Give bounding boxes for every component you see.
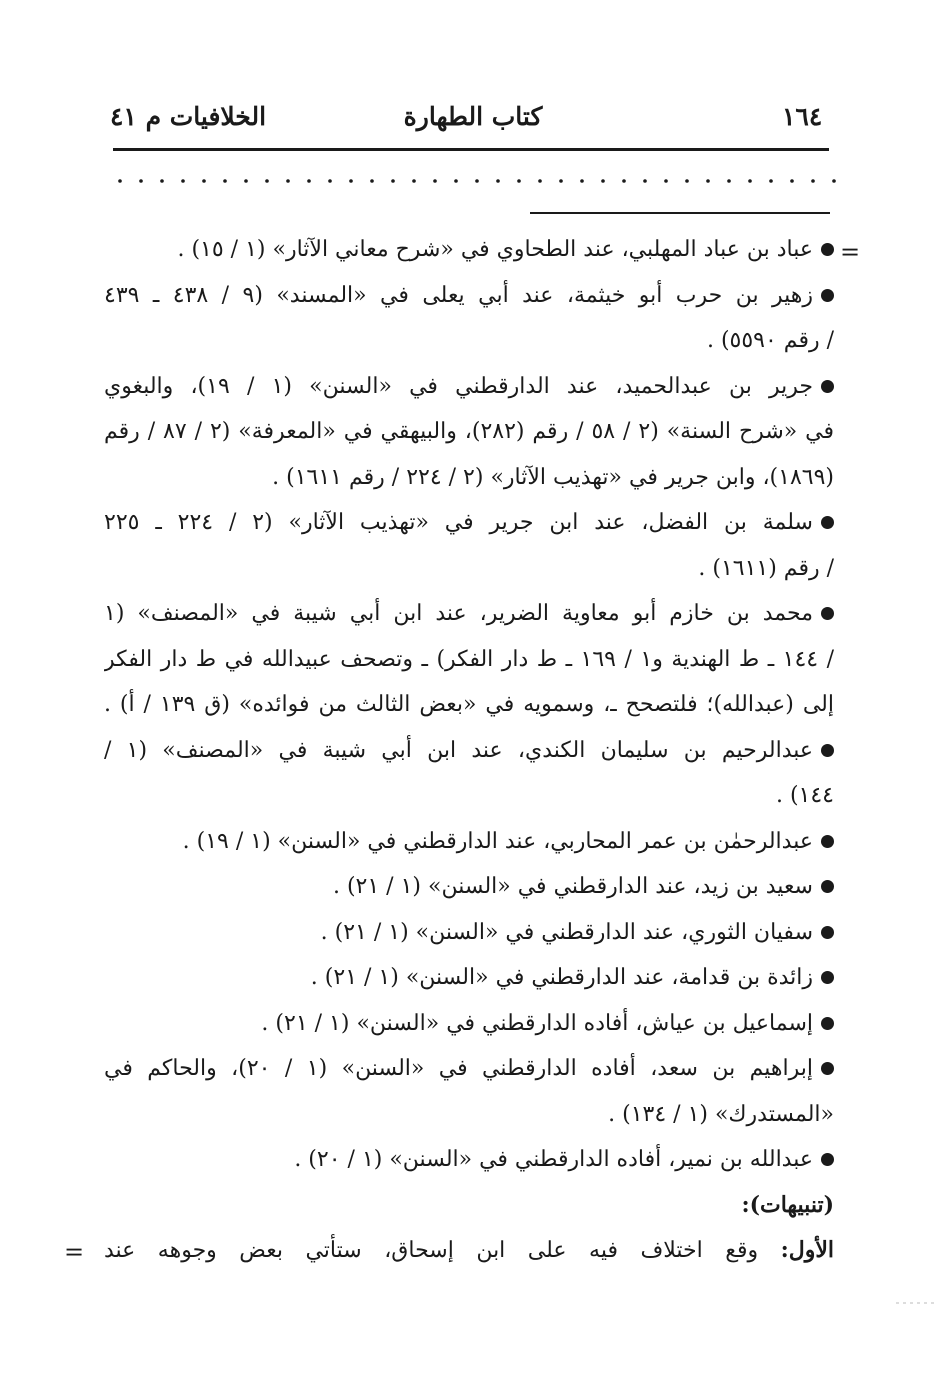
separator-dot [517, 179, 521, 183]
separator-dot [685, 179, 689, 183]
text-line [104, 500, 834, 546]
text-line [104, 1137, 834, 1183]
separator-dot [370, 179, 374, 183]
text-line [104, 728, 834, 774]
bullet-icon [821, 744, 834, 757]
separator-dot [160, 179, 164, 183]
line-text: (١٨٦٩)، وابن جرير في «تهذيب الآثار» (٢ / ٢٢٤ / رقم ١٦١١) . [272, 464, 834, 490]
separator-dot [307, 179, 311, 183]
line-text: عبدالله بن نمير، أفاده الدارقطني في «السنن» (١ / ٢٠) . [294, 1147, 813, 1172]
bullet-icon [821, 971, 834, 984]
separator-dot [286, 179, 290, 183]
separator-dot [265, 179, 269, 183]
header-rule [113, 148, 829, 151]
scan-edge-marks [896, 1300, 936, 1306]
text-line [104, 955, 834, 1001]
text-line [104, 409, 834, 455]
text-line [104, 1046, 834, 1092]
separator-dot [139, 179, 143, 183]
separator-dot [454, 179, 458, 183]
separator-dot [538, 179, 542, 183]
page-number: ١٦٤ [782, 102, 823, 131]
separator-dot [244, 179, 248, 183]
continuation-mark-bottom: = [64, 1238, 85, 1266]
separator-dot [601, 179, 605, 183]
line-text: سلمة بن الفضل، عند ابن جرير في «تهذيب الآثار» (٢ / ٢٢٤ ـ ٢٢٥ [104, 510, 813, 535]
line-text: سفيان الثوري، عند الدارقطني في «السنن» (١ / ٢١) . [320, 919, 813, 945]
text-line [104, 910, 834, 956]
separator-dot [328, 179, 332, 183]
separator-dot [622, 179, 626, 183]
line-text: / ١٤٤ ـ ط الهندية و١ / ١٦٩ ـ ط دار الفكر) ـ وتصحف عبيدالله في ط دار الفكر [104, 646, 834, 672]
separator-dot [832, 179, 836, 183]
line-text: في «شرح السنة» (٢ / ٥٨ / رقم (٢٨٢)، والبيهقي في «المعرفة» (٢ / ٨٧ / رقم [104, 419, 834, 444]
separator-dot [727, 179, 731, 183]
separator-dot [748, 179, 752, 183]
footnote-rule [530, 212, 830, 214]
line-text: «المستدرك» (١ / ١٣٤) . [608, 1101, 834, 1127]
bullet-icon [821, 1153, 834, 1166]
separator-dot [118, 179, 122, 183]
separator-dot [811, 179, 815, 183]
separator-dot [706, 179, 710, 183]
text-line [104, 273, 834, 319]
text-line [104, 546, 834, 592]
text-line [104, 773, 834, 819]
separator-dot [496, 179, 500, 183]
line-text: ١٤٤) . [775, 783, 834, 808]
line-text: إلى (عبدالله)؛ فلتصحح ـ، وسمويه في «بعض الثالث من فوائده» (ق ١٣٩ / أ) . [104, 692, 834, 717]
part-label: الخلافيات م ٤١ [110, 102, 267, 131]
line-text: محمد بن خازم أبو معاوية الضرير، عند ابن أبي شيبة في «المصنف» (١ [104, 601, 813, 626]
line-text: إبراهيم بن سعد، أفاده الدارقطني في «السنن» (١ / ٢٠)، والحاكم في [104, 1056, 813, 1081]
separator-dot [433, 179, 437, 183]
text-line [104, 1092, 834, 1138]
bullet-icon [821, 289, 834, 302]
text-line [104, 1228, 834, 1274]
line-text: عباد بن عباد المهلبي، عند الطحاوي في «شرح معاني الآثار» (١ / ١٥) . [177, 237, 813, 262]
text-line [104, 637, 834, 683]
separator-dot [790, 179, 794, 183]
text-line [104, 819, 834, 865]
line-text: عبدالرحمٰن بن عمر المحاربي، عند الدارقطني في «السنن» (١ / ١٩) . [182, 828, 813, 854]
footnote-body [104, 227, 834, 1274]
bold-heading: الأول: [780, 1237, 834, 1263]
separator-dot [223, 179, 227, 183]
book-title: كتاب الطهارة [403, 102, 543, 131]
dotted-separator [100, 175, 840, 187]
line-text: / رقم ٥٥٩٠) . [706, 328, 834, 353]
text-line [104, 1001, 834, 1047]
bullet-icon [821, 835, 834, 848]
line-text: سعيد بن زيد، عند الدارقطني في «السنن» (١ / ٢١) . [332, 874, 813, 899]
separator-dot [349, 179, 353, 183]
bullet-icon [821, 880, 834, 893]
separator-dot [181, 179, 185, 183]
separator-dot [559, 179, 563, 183]
separator-dot [412, 179, 416, 183]
continuation-mark-top: = [840, 238, 861, 266]
separator-dot [580, 179, 584, 183]
separator-dot [643, 179, 647, 183]
line-text: / رقم (١٦١١) . [698, 555, 834, 581]
bold-heading: (تنبيهات): [741, 1191, 834, 1218]
separator-dot [664, 179, 668, 183]
bullet-icon [821, 926, 834, 939]
separator-dot [769, 179, 773, 183]
text-line [104, 591, 834, 637]
text-line [104, 864, 834, 910]
line-text: إسماعيل بن عياش، أفاده الدارقطني في «السنن» (١ / ٢١) . [261, 1010, 813, 1036]
line-text: زهير بن حرب أبو خيثمة، عند أبي يعلى في «المسند» (٩ / ٤٣٨ ـ ٤٣٩ [104, 282, 813, 308]
bullet-icon [821, 243, 834, 256]
text-line [104, 682, 834, 728]
line-text: وقع اختلاف فيه على ابن إسحاق، ستأتي بعض وجوهه عند [104, 1238, 781, 1263]
text-line [104, 364, 834, 410]
bullet-icon [821, 607, 834, 620]
bullet-icon [821, 380, 834, 393]
text-line [104, 1183, 834, 1229]
bullet-icon [821, 516, 834, 529]
line-text: زائدة بن قدامة، عند الدارقطني في «السنن» (١ / ٢١) . [310, 965, 813, 990]
bullet-icon [821, 1017, 834, 1030]
text-line [104, 318, 834, 364]
separator-dot [391, 179, 395, 183]
text-line [104, 227, 834, 273]
separator-dot [475, 179, 479, 183]
separator-dot [202, 179, 206, 183]
bullet-icon [821, 1062, 834, 1075]
line-text: عبدالرحيم بن سليمان الكندي، عند ابن أبي شيبة في «المصنف» (١ / [104, 737, 814, 763]
text-line [104, 455, 834, 501]
line-text: جرير بن عبدالحميد، عند الدارقطني في «السنن» (١ / ١٩)، والبغوي [104, 373, 813, 399]
